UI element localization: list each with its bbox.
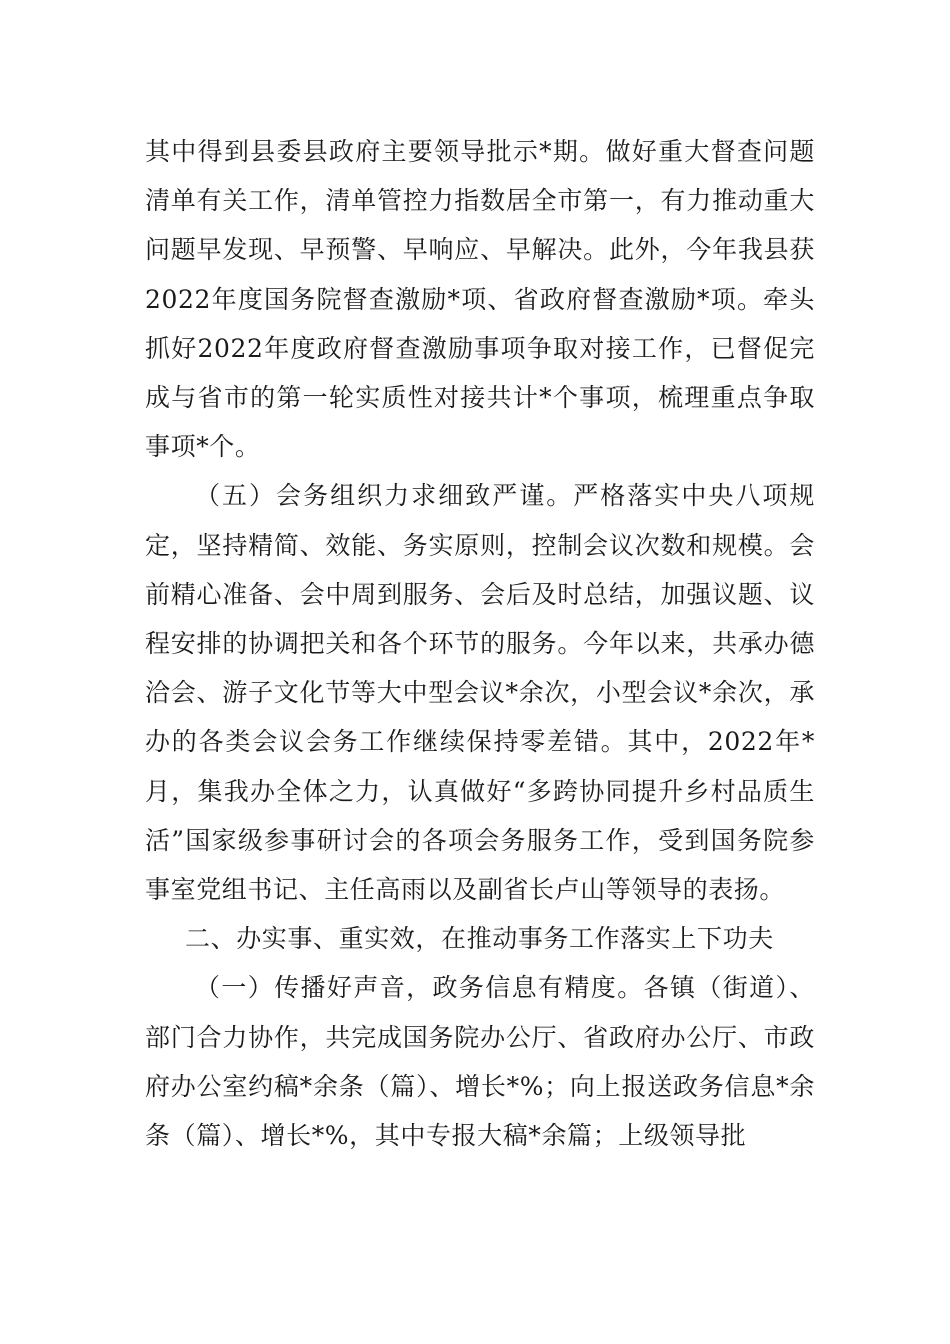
paragraph-meeting-organization: （五）会务组织力求细致严谨。严格落实中央八项规定，坚持精简、效能、务实原则，控制会议次数和规模。会前精心准备、会中周到服务、会后及时总结，加强议题、议程安排的协调把关和各个环节的服务。今年以来，共承办德洽会、游子文化节等大中型会议*余次，小型会议*余次，承办的各类会议会务工作继续保持零差错。其中，2022年*月，集我办全体之力，认真做好“多跨协同提升乡村品质生活”国家级参事研讨会的各项会务服务工作，受到国务院参事室党组书记、主任高雨以及副省长卢山等领导的表扬。 (145, 481, 815, 905)
section-heading: 二、办实事、重实效，在推动事务工作落实上下功夫 (185, 924, 774, 954)
document-body (145, 127, 815, 1160)
paragraph-continuation: 其中得到县委县政府主要领导批示*期。做好重大督查问题清单有关工作，清单管控力指数居全市第一，有力推动重大问题早发现、早预警、早响应、早解决。此外，今年我县获2022年度国务院督查激励*项、省政府督查激励*项。牵头抓好2022年度政府督查激励事项争取对接工作，已督促完成与省市的第一轮实质性对接共计*个事项，梳理重点争取事项*个。 (145, 137, 815, 462)
paragraph-government-information: （一）传播好声音，政务信息有精度。各镇（街道）、部门合力协作，共完成国务院办公厅、省政府办公厅、市政府办公室约稿*余条（篇）、增长*%；向上报送政务信息*余条（篇）、增长*%，其中专报大稿*余篇；上级领导批 (145, 973, 815, 1151)
